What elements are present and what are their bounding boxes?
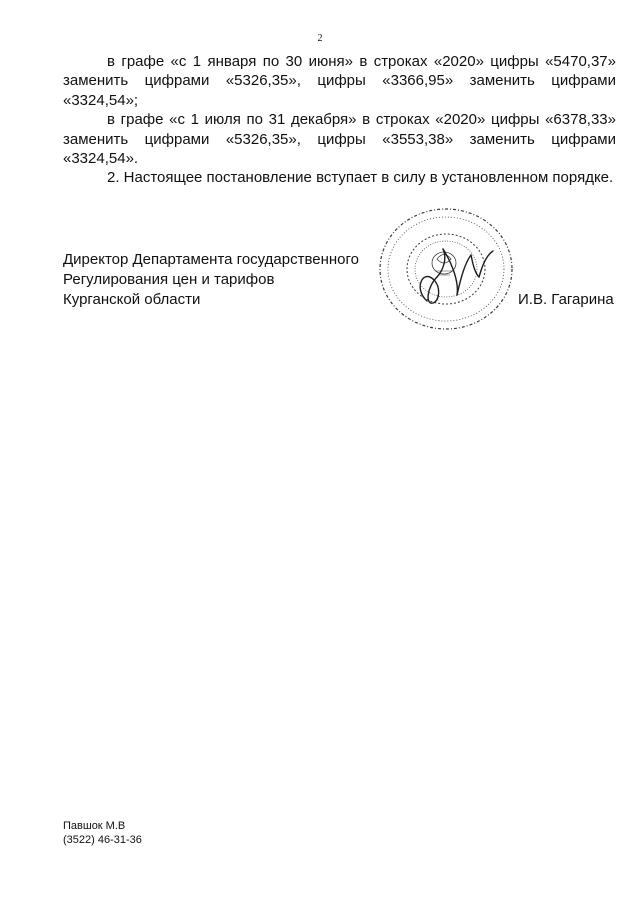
signatory-name: И.В. Гагарина [518, 291, 614, 308]
page-number: 2 [317, 33, 323, 44]
signatory-title-line: Директор Департамента государственного [63, 251, 360, 268]
paragraph-effective-date: 2. Настоящее постановление вступает в силу в установленном порядке. [107, 169, 614, 187]
executor-phone: (3522) 46-31-36 [63, 834, 142, 846]
paragraph-january-june: в графе «с 1 января по 30 июня» в строках «2020» цифры «5470,37» заменить цифрами «5326,35», цифры «3366,95» заменить цифрами «3324,54»; [63, 53, 616, 109]
body-text [63, 52, 616, 188]
executor-name: Павшок М.В [63, 820, 126, 832]
signatory-title-line: Курганской области [63, 291, 201, 308]
paragraph-july-december: в графе «с 1 июля по 31 декабря» в строках «2020» цифры «6378,33» заменить цифрами «5326,35», цифры «3553,38» заменить цифрами «3324,54». [63, 111, 616, 168]
signatory-title-line: Регулирования цен и тарифов [63, 271, 275, 288]
signature-block [63, 250, 616, 340]
executor-contact [63, 819, 142, 847]
